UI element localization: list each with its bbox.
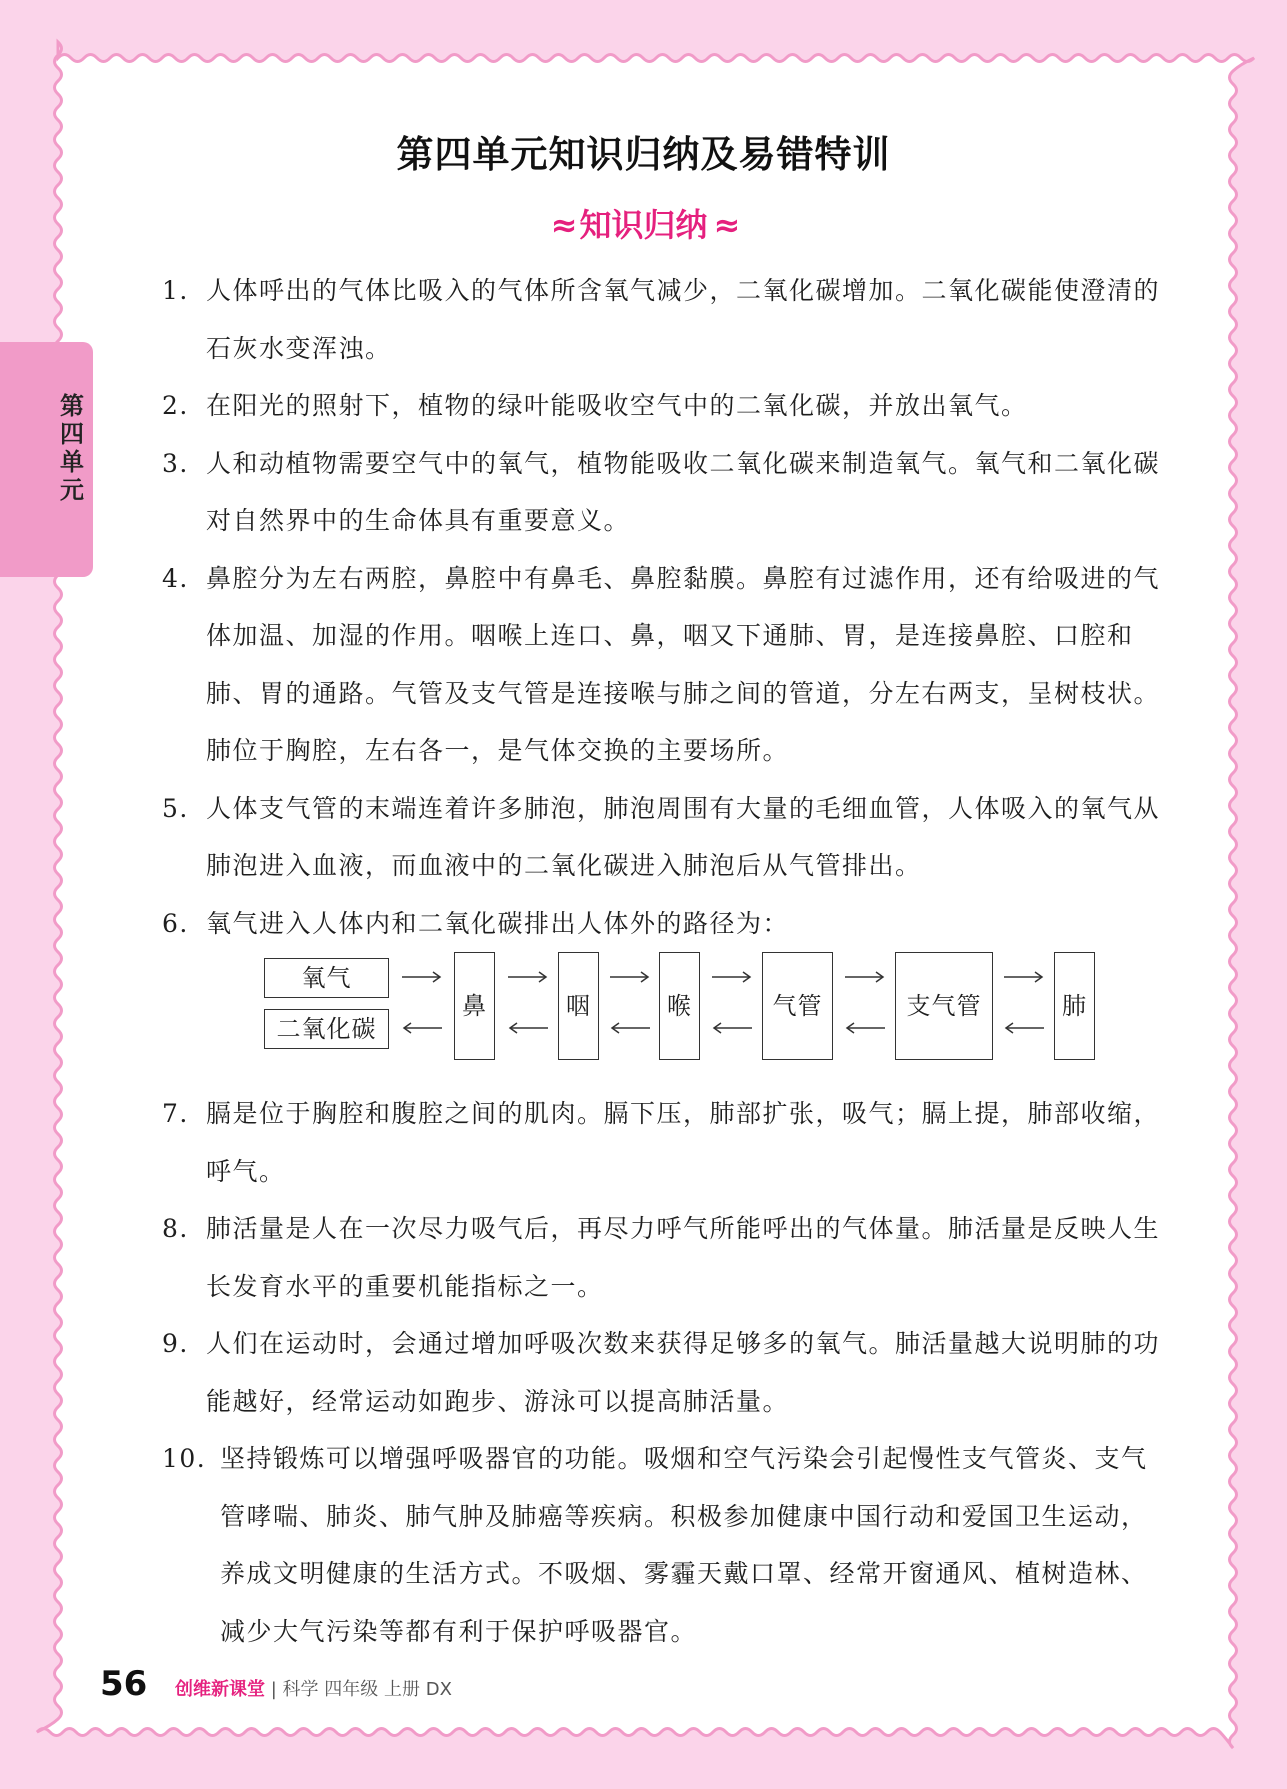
- item-number: 10.: [162, 1444, 207, 1473]
- arrow-left-icon: [508, 1021, 548, 1035]
- list-item: [162, 1430, 1162, 1660]
- unit-side-tab-label: 第 四 单 元: [60, 392, 84, 504]
- item-text: 人体支气管的末端连着许多肺泡，肺泡周围有大量的毛细血管，人体吸入的氧气从肺泡进入血液，而血液中的二氧化碳进入肺泡后从气管排出。: [206, 793, 1161, 880]
- item-number: 2.: [162, 391, 189, 420]
- item-number: 6.: [162, 908, 189, 938]
- list-item: [162, 895, 1162, 953]
- arrow-right-icon: [402, 970, 442, 984]
- flow-node-larynx: 喉: [659, 952, 700, 1060]
- flow-node-bronchi: 支气管: [895, 952, 993, 1060]
- flow-node-nose: 鼻: [454, 952, 495, 1060]
- list-item: [162, 1315, 1162, 1430]
- item-text: 人和动植物需要空气中的氧气，植物能吸收二氧化碳来制造氧气。氧气和二氧化碳对自然界中的生命体具有重要意义。: [206, 448, 1161, 535]
- item-number: 1.: [162, 276, 189, 305]
- page-title: 第四单元知识归纳及易错特训: [396, 133, 891, 176]
- list-item: [162, 550, 1162, 780]
- arrow-left-icon: [402, 1021, 442, 1035]
- list-item: [162, 780, 1162, 895]
- flow-node-trachea: 气管: [762, 952, 833, 1060]
- item-text: 鼻腔分为左右两腔，鼻腔中有鼻毛、鼻腔黏膜。鼻腔有过滤作用，还有给吸进的气体加温、加湿的作用。咽喉上连口、鼻，咽又下通肺、胃，是连接鼻腔、口腔和肺、胃的通路。气管及支气管是连接喉与肺之间的管道，分左右两支，呈树枝状。肺位于胸腔，左右各一，是气体交换的主要场所。: [206, 563, 1161, 765]
- flow-node-pharynx: 咽: [558, 952, 599, 1060]
- item-text: 肺活量是人在一次尽力吸气后，再尽力呼气所能呼出的气体量。肺活量是反映人生长发育水平的重要机能指标之一。: [206, 1214, 1161, 1301]
- flow-co2-box: 二氧化碳: [264, 1009, 389, 1049]
- item-number: 9.: [162, 1329, 189, 1358]
- section-header-label: 知识归纳: [579, 206, 708, 244]
- arrow-left-icon: [845, 1021, 885, 1035]
- list-item: [162, 262, 1162, 377]
- arrow-right-icon: [1004, 970, 1044, 984]
- knowledge-list: [162, 262, 1162, 1660]
- arrow-left-icon: [712, 1021, 752, 1035]
- item-text: 坚持锻炼可以增强呼吸器官的功能。吸烟和空气污染会引起慢性支气管炎、支气管哮喘、肺炎、肺气肿及肺癌等疾病。积极参加健康中国行动和爱国卫生运动，养成文明健康的生活方式。不吸烟、雾霾天戴口罩、经常开窗通风、植树造林、减少大气污染等都有利于保护呼吸器官。: [220, 1444, 1148, 1646]
- item-number: 3.: [162, 448, 189, 478]
- item-text: 人体呼出的气体比吸入的气体所含氧气减少，二氧化碳增加。二氧化碳能使澄清的石灰水变浑浊。: [206, 276, 1161, 363]
- flow-node-lung: 肺: [1054, 952, 1095, 1060]
- arrow-right-icon: [508, 970, 548, 984]
- arrow-right-icon: [712, 970, 752, 984]
- item-number: 4.: [162, 563, 189, 593]
- footer-brand: 创维新课堂: [175, 1679, 265, 1700]
- item-number: 8.: [162, 1214, 189, 1243]
- wave-left-icon: ≈: [550, 206, 574, 244]
- respiration-flow-diagram: [162, 952, 1162, 1085]
- list-item: [162, 1085, 1162, 1200]
- arrow-right-icon: [845, 970, 885, 984]
- flow-oxygen-box: 氧气: [264, 958, 389, 998]
- item-text: 氧气进入人体内和二氧化碳排出人体外的路径为：: [206, 908, 790, 938]
- footer-course-info: 科学 四年级 上册 DX: [282, 1679, 452, 1700]
- arrow-left-icon: [1004, 1021, 1044, 1035]
- page-number: 56: [100, 1664, 148, 1704]
- footer-separator: |: [270, 1679, 277, 1700]
- item-text: 膈是位于胸腔和腹腔之间的肌肉。膈下压，肺部扩张，吸气；膈上提，肺部收缩，呼气。: [206, 1099, 1161, 1186]
- arrow-left-icon: [610, 1021, 650, 1035]
- item-text: 在阳光的照射下，植物的绿叶能吸收空气中的二氧化碳，并放出氧气。: [206, 391, 1028, 420]
- list-item: [162, 377, 1162, 435]
- list-item: [162, 1200, 1162, 1315]
- item-text: 人们在运动时，会通过增加呼吸次数来获得足够多的氧气。肺活量越大说明肺的功能越好，经常运动如跑步、游泳可以提高肺活量。: [206, 1329, 1161, 1416]
- wave-right-icon: ≈: [713, 206, 737, 244]
- list-item: [162, 435, 1162, 550]
- item-number: 7.: [162, 1099, 189, 1128]
- footer-info: [175, 1675, 452, 1701]
- item-number: 5.: [162, 793, 189, 823]
- arrow-right-icon: [610, 970, 650, 984]
- section-header: [0, 200, 1287, 246]
